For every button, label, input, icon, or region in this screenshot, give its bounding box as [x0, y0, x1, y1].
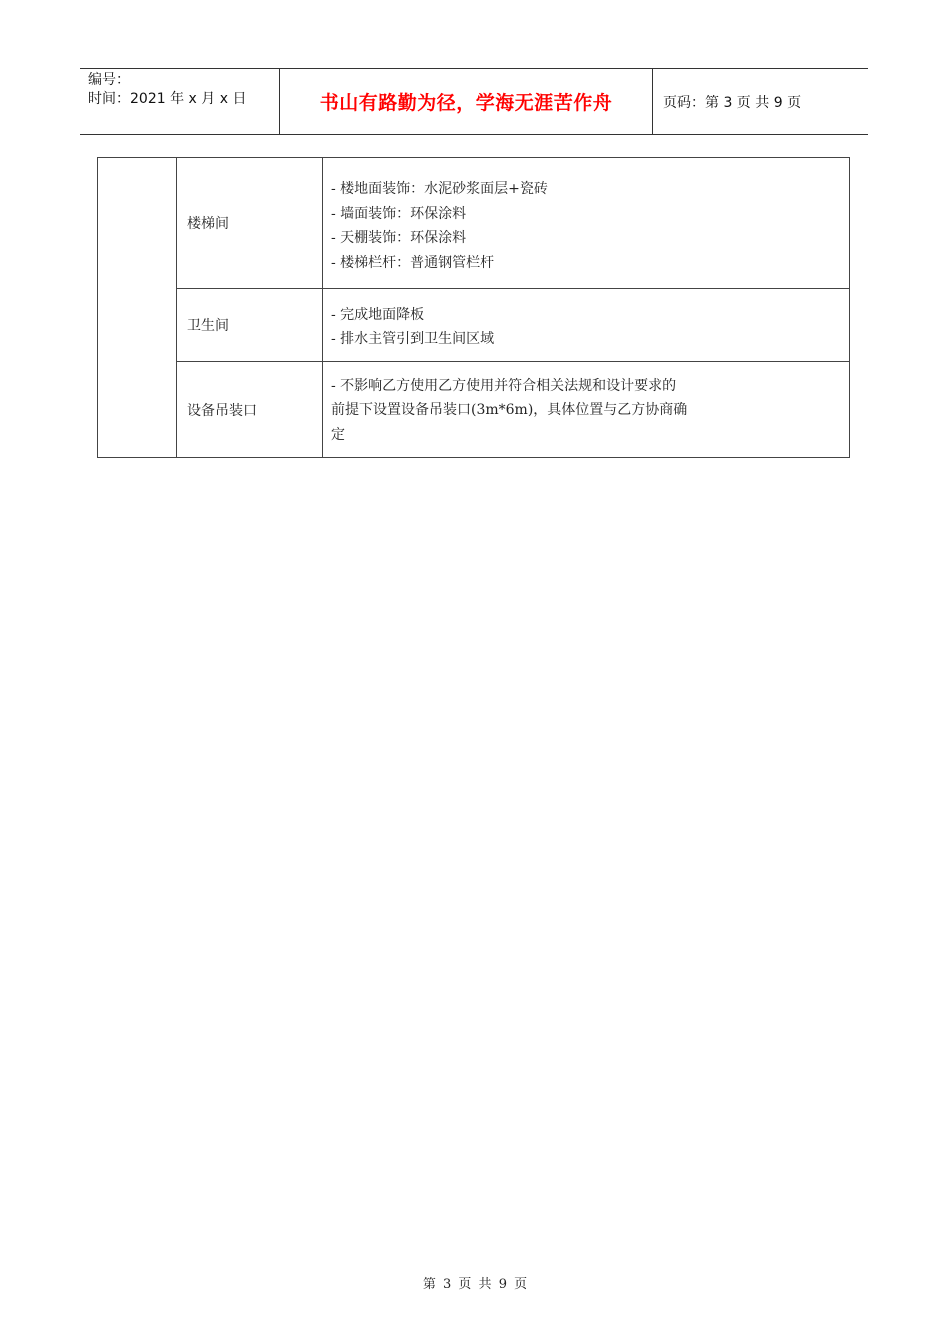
spec-table — [97, 157, 850, 458]
spec-line: - 完成地面降板 — [331, 306, 425, 323]
table-row — [98, 158, 850, 289]
page-footer: 第 3 页 共 9 页 — [422, 1277, 528, 1292]
room-spec — [323, 289, 850, 362]
spec-line: - 排水主管引到卫生间区域 — [331, 331, 495, 347]
page-header — [80, 68, 868, 135]
room-spec — [323, 362, 850, 458]
spec-line: - 不影响乙方使用乙方使用并符合相关法规和设计要求的 — [331, 377, 677, 394]
header-page-info: 页码：第 3 页 共 9 页 — [663, 94, 802, 111]
room-name: 卫生间 — [177, 289, 323, 362]
spec-line: 前提下设置设备吊装口(3m*6m)，具体位置与乙方协商确 — [331, 402, 688, 419]
header-motto: 书山有路勤为径，学海无涯苦作舟 — [280, 69, 653, 134]
group-cell — [98, 158, 177, 458]
serial-number-label: 编号： — [88, 72, 130, 88]
spec-line: - 墙面装饰：环保涂料 — [331, 205, 467, 222]
table-row — [98, 362, 850, 458]
room-spec — [323, 158, 850, 289]
date-label: 时间：2021 年 x 月 x 日 — [88, 91, 247, 107]
table-row — [98, 289, 850, 362]
spec-line: - 天棚装饰：环保涂料 — [331, 230, 467, 246]
room-name: 设备吊装口 — [177, 362, 323, 458]
spec-line: 定 — [331, 426, 345, 443]
room-name: 楼梯间 — [177, 158, 323, 289]
spec-line: - 楼梯栏杆：普通钢管栏杆 — [331, 254, 495, 271]
header-meta — [80, 69, 280, 134]
spec-line: - 楼地面装饰：水泥砂浆面层+瓷砖 — [331, 181, 548, 197]
